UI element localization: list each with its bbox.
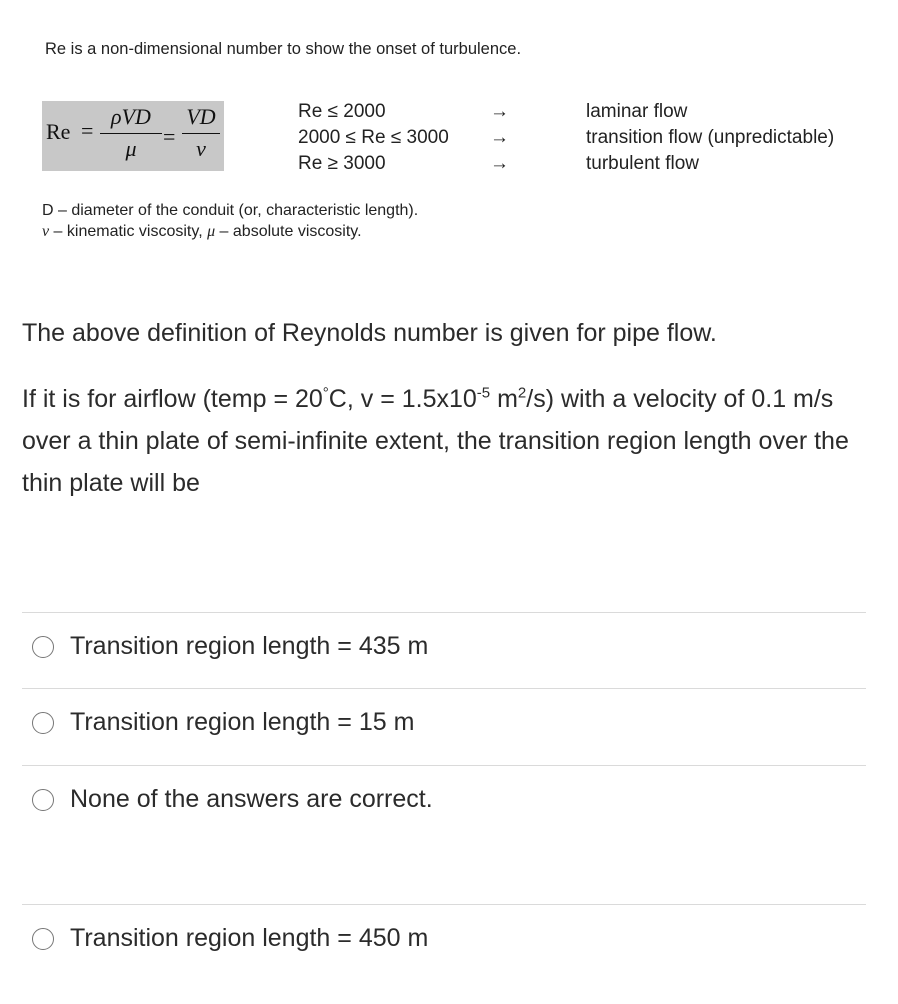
condition-arrows <box>490 99 509 177</box>
radio-button[interactable] <box>32 789 54 811</box>
condition-range: Re ≤ 2000 <box>298 101 386 122</box>
option-divider <box>22 612 866 613</box>
formula-re: Re <box>46 119 71 144</box>
formula-fraction-1 <box>100 103 162 163</box>
answer-option-2[interactable] <box>32 708 414 737</box>
radio-button[interactable] <box>32 636 54 658</box>
definition-diameter: D – diameter of the conduit (or, characteristic length). <box>42 202 419 219</box>
option-divider <box>22 765 866 766</box>
condition-ranges <box>298 99 449 177</box>
option-label[interactable]: Transition region length = 15 m <box>70 708 415 736</box>
flow-types <box>586 99 834 177</box>
question-text <box>22 312 882 504</box>
flow-type: transition flow (unpredictable) <box>586 127 835 148</box>
arrow-icon: → <box>490 101 509 122</box>
fraction-2-numerator: VD <box>186 104 216 129</box>
option-divider <box>22 688 866 689</box>
condition-range: 2000 ≤ Re ≤ 3000 <box>298 127 449 148</box>
radio-button[interactable] <box>32 928 54 950</box>
intro-text: Re is a non-dimensional number to show the onset of turbulence. <box>45 40 522 58</box>
definitions <box>42 200 418 242</box>
mu-symbol: μ <box>207 223 216 240</box>
condition-range: Re ≥ 3000 <box>298 153 386 174</box>
formula-equals: = <box>163 124 176 149</box>
nu-symbol: ν <box>42 223 50 240</box>
arrow-icon: → <box>490 127 509 148</box>
definition-viscosity: ν – kinematic viscosity, μ – absolute viscosity. <box>42 223 362 240</box>
option-label[interactable]: None of the answers are correct. <box>70 785 433 813</box>
flow-type: turbulent flow <box>586 153 700 174</box>
question-paragraph-2: If it is for airflow (temp = 20°C, $v = 1.5x10^{-5}$ $m^2/s$) with a velocity of 0.1 m/s over a thin plate of semi-infinite extent, the transition region length over the thin plate will be <box>22 384 849 497</box>
answer-option-3[interactable] <box>32 785 433 814</box>
fraction-1-numerator: ρVD <box>111 104 151 129</box>
option-label[interactable]: Transition region length = 435 m <box>70 632 429 660</box>
question-paragraph-1: The above definition of Reynolds number is given for pipe flow. <box>22 319 717 347</box>
option-label[interactable]: Transition region length = 450 m <box>70 924 429 952</box>
answer-option-1[interactable] <box>32 632 428 661</box>
answer-option-4[interactable] <box>32 924 428 953</box>
fraction-1-denominator: μ <box>125 136 137 161</box>
formula-fraction-2 <box>182 103 220 163</box>
arrow-icon: → <box>490 153 509 174</box>
radio-button[interactable] <box>32 712 54 734</box>
formula-equals: = <box>81 118 94 143</box>
option-divider <box>22 904 866 905</box>
reynolds-formula-image <box>42 101 224 171</box>
flow-type: laminar flow <box>586 101 688 122</box>
fraction-2-denominator: ν <box>196 136 206 161</box>
